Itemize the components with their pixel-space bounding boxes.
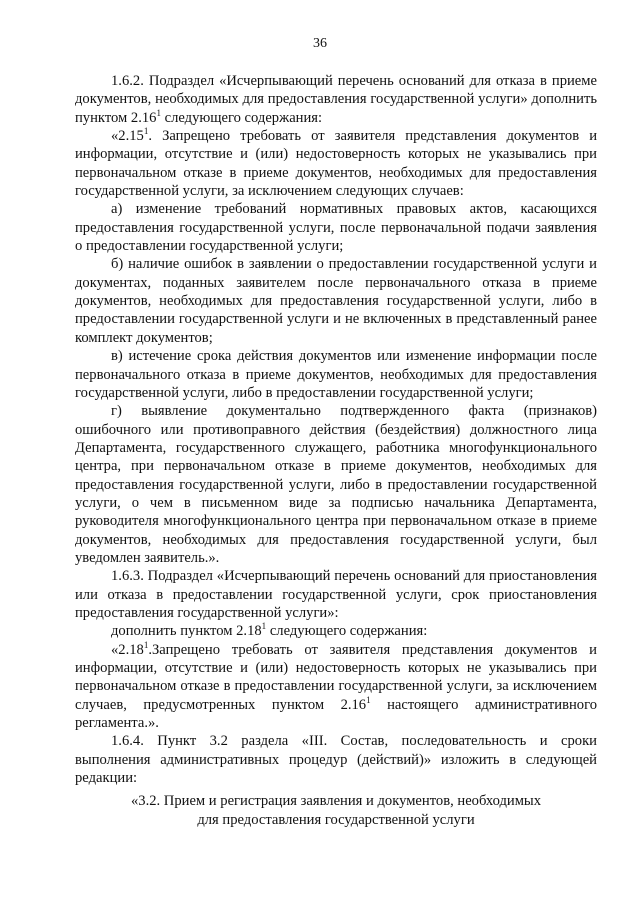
paragraph-1-6-2 <box>75 72 597 127</box>
paragraph-1-6-3: 1.6.3. Подраздел «Исчерпывающий перечень оснований для приостановления или отказа в предоставлении государственной услуги, срок приостановления предоставления государственной услуги»: <box>75 568 597 621</box>
superscript: 1 <box>156 107 161 118</box>
paragraph-text: следующего содержания: <box>266 623 428 640</box>
heading-line: «3.2. Прием и регистрация заявления и документов, необходимых <box>130 793 542 809</box>
superscript: 1 <box>143 639 149 650</box>
list-item-g: г) выявление документально подтвержденного факта (признаков) ошибочного или противоправного действия (бездействия) должностного лица Департамента, государственного служащего, работника многофункционального центра, при первоначальном отказе в приеме документов, необходимых для предоставления государственной услуги, либо в предоставлении государственной услуги, о чем в письменном виде за подписью начальника Департамента, руководителя многофункционального центра при первоначальном отказе в приеме документов, необходимых для предоставления государственной услуги, был уведомлен заявитель.». <box>75 403 597 566</box>
paragraph-text: «2.18 <box>111 641 144 658</box>
paragraph-1-6-4: 1.6.4. Пункт 3.2 раздела «III. Состав, последовательность и сроки выполнения административных процедур (действий)» изложить в следующей редакции: <box>75 733 597 787</box>
paragraph-text: «2.15 <box>111 128 144 145</box>
paragraph-2-15-1 <box>75 127 597 200</box>
paragraph-text: . Запрещено требовать от заявителя представления документов и информации, отсутствие и (или) недостоверность которых не указывались при первоначальном отказе в приеме документов, необходимых для предоставления государственной услуги, за исключением следующих случаев: <box>75 128 597 200</box>
page-number: 36 <box>313 36 327 51</box>
paragraph-text: настоящего административного регламента.». <box>75 696 597 732</box>
list-item-v: в) истечение срока действия документов или изменение информации после первоначального отказа в приеме документов, необходимых для предоставления государственной услуги, либо в предоставлении государственной услуги; <box>75 348 597 401</box>
paragraph-text: .Запрещено требовать от заявителя представления документов и информации, отсутствие и (или) недостоверность которых не указывались при первоначальном отказе в предоставлении государственной услуги, за исключением случаев, предусмотренных пунктом 2.16 <box>75 641 597 713</box>
heading-line: для предоставления государственной услуги <box>197 812 475 828</box>
list-item-a: а) изменение требований нормативных правовых актов, касающихся предоставления государственной услуги, после первоначальной подачи заявления о предоставлении государственной услуги; <box>75 201 597 255</box>
paragraph-add-2-18-1 <box>75 622 597 640</box>
document-body <box>75 72 597 787</box>
superscript: 1 <box>261 621 267 632</box>
paragraph-2-18-1 <box>75 641 597 733</box>
list-item-b: б) наличие ошибок в заявлении о предоставлении государственной услуги и документах, поданных заявителем после первоначального отказа в приеме документов, необходимых для предоставления государственной услуги, либо в предоставлении государственной услуги и не включенных в представленный ранее комплект документов; <box>75 256 597 346</box>
superscript: 1 <box>143 126 149 137</box>
superscript: 1 <box>366 694 371 705</box>
paragraph-text: дополнить пунктом 2.18 <box>111 623 262 640</box>
paragraph-text: 1.6.2. Подраздел «Исчерпывающий перечень оснований для отказа в приеме документов, необходимых для предоставления государственной услуги» дополнить пунктом 2.16 <box>75 73 597 126</box>
paragraph-text: следующего содержания: <box>160 109 323 126</box>
section-heading-3-2 <box>75 792 597 830</box>
